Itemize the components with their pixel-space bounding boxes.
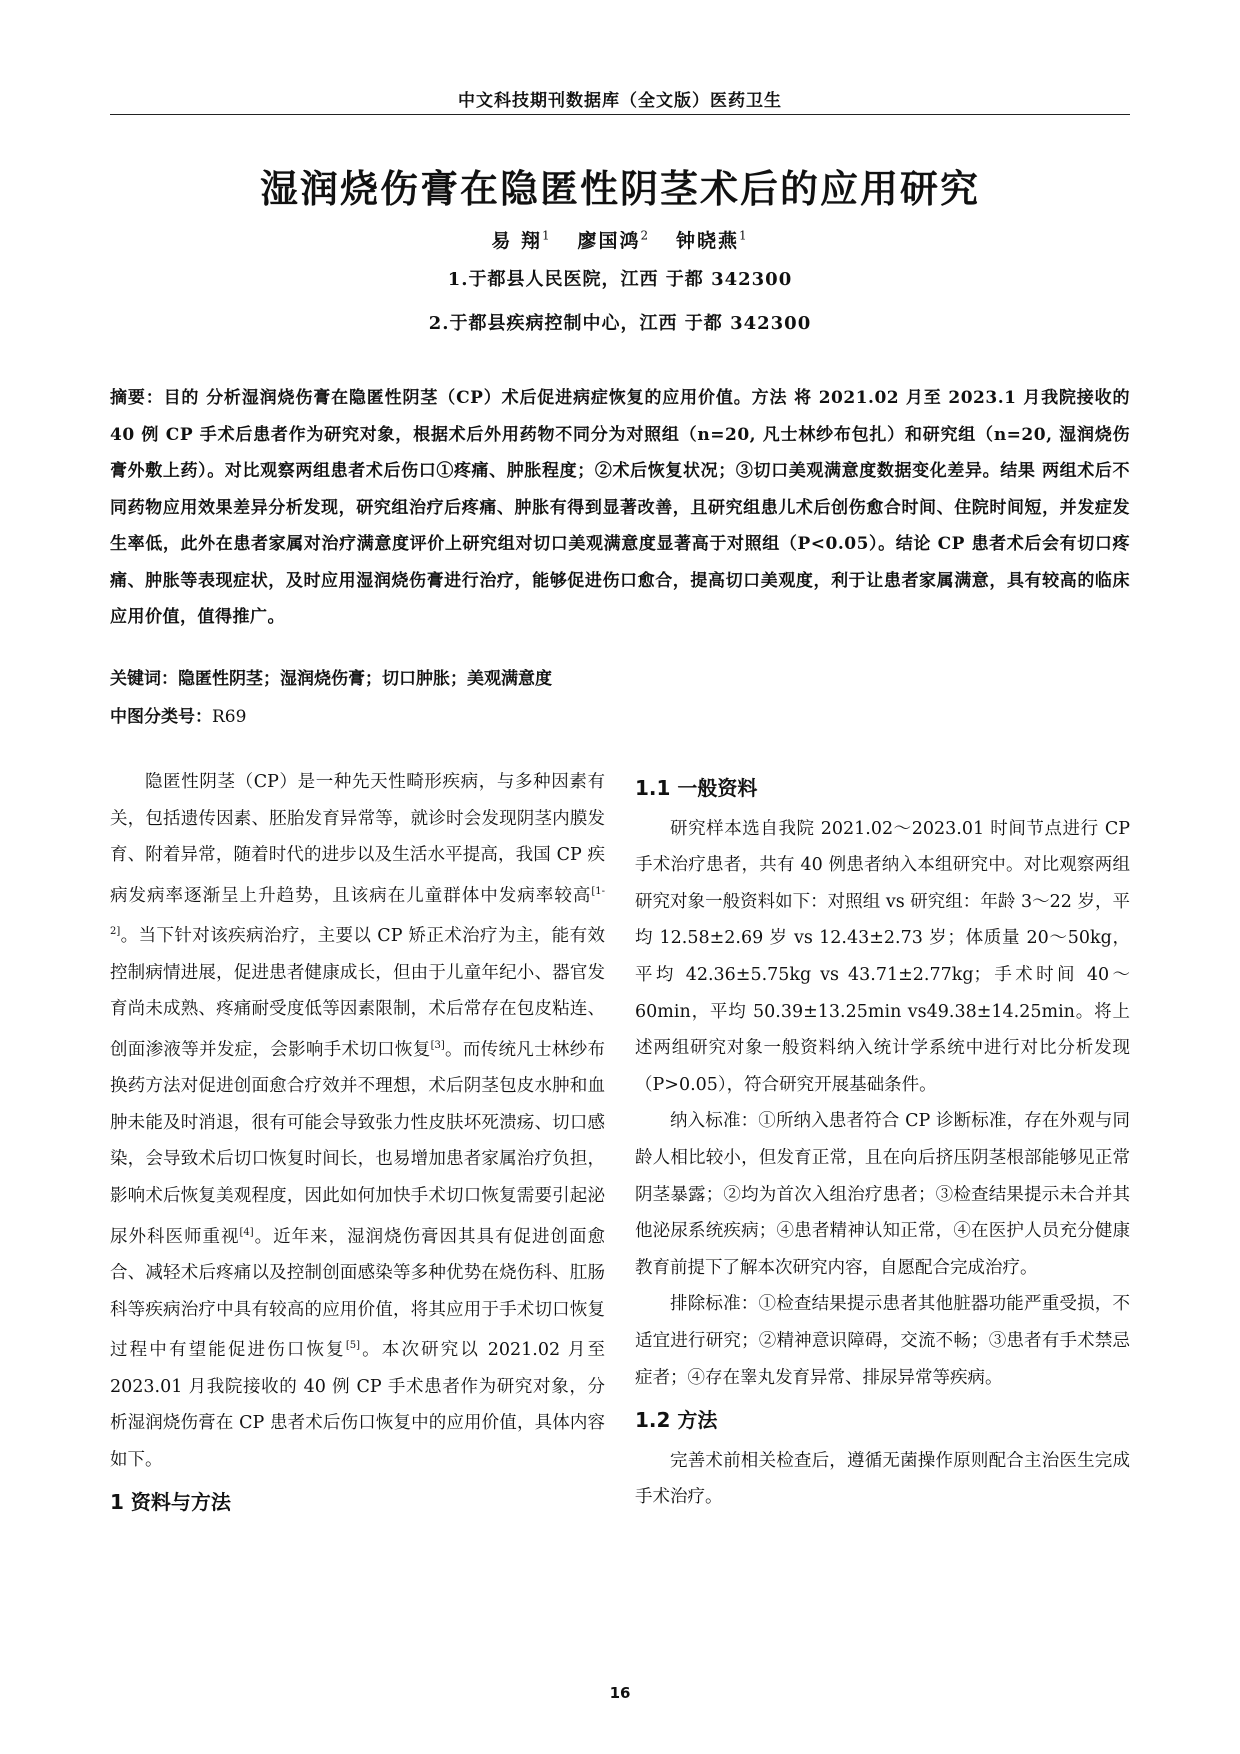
section-heading: 1 资料与方法 (110, 1490, 231, 1515)
citation-ref: [5] (345, 1340, 360, 1352)
author-name: 钟晓燕 (675, 230, 739, 252)
citation-ref: [1-2] (110, 885, 605, 938)
body-left-column (110, 764, 605, 1525)
author-affiliation-mark: 1 (739, 228, 749, 243)
abstract (110, 380, 1130, 636)
inclusion-criteria-paragraph: 纳入标准：①所纳入患者符合 CP 诊断标准，存在外观与同龄人相比较小，但发育正常，且在向后挤压阴茎根部能够见正常阴茎暴露；②均为首次入组治疗患者；③检查结果提示未合并其他泌尿系统疾病；④患者精神认知正常，④在医护人员充分健康教育前提下了解本次研究内容，自愿配合完成治疗。 (635, 1111, 1130, 1278)
author-affiliation-mark: 2 (640, 228, 651, 243)
keywords (110, 664, 1130, 689)
article-title: 湿润烧伤膏在隐匿性阴茎术后的应用研究 (259, 167, 980, 211)
author-name: 易 翔 (491, 230, 542, 252)
subsection-heading: 1.1 一般资料 (635, 776, 758, 800)
abstract-text: 目的 分析湿润烧伤膏在隐匿性阴茎（CP）术后促进病症恢复的应用价值。方法 将 2021.02 月至 2023.1 月我院接收的 40 例 CP 手术后患者作为研究对象，根据术后外用药物不同分为对照组（n=20, 凡士林纱布包扎）和研究组（n=20, 湿润烧伤膏外敷上药）。对比观察两组患者术后伤口①疼痛、肿胀程度；②术后恢复状况；③切口美观满意度数据变化差异。结果 两组术后不同药物应用效果差异分析发现，研究组治疗后疼痛、肿胀有得到显著改善，且研究组患儿术后创伤愈合时间、住院时间短，并发症发生率低，此外在患者家属对治疗满意度评价上研究组对切口美观满意度显著高于对照组（P<0.05）。结论 CP 患者术后会有切口疼痛、肿胀等表现症状，及时应用湿润烧伤膏进行治疗，能够促进伤口愈合，提高切口美观度，利于让患者家属满意，具有较高的临床应用价值，值得推广。 (110, 388, 1130, 627)
citation-ref: [3] (430, 1039, 445, 1051)
abstract-label: 摘要： (110, 388, 164, 408)
intro-text: 。而传统凡士林纱布换药方法对促进创面愈合疗效并不理想，术后阴茎包皮水肿和血肿未能及时消退，很有可能会导致张力性皮肤坏死溃疡、切口感染，会导致术后切口恢复时间长，也易增加患者家属治疗负担，影响术后恢复美观程度，因此如何加快手术切口恢复需要引起泌尿外科医师重视 (110, 1039, 606, 1247)
general-data-paragraph: 研究样本选自我院 2021.02～2023.01 时间节点进行 CP 手术治疗患者，共有 40 例患者纳入本组研究中。对比观察两组研究对象一般资料如下：对照组 vs 研究组：年龄 3～22 岁，平均 12.58±2.69 岁 vs 12.43±2.73 岁；体质量 20～50kg，平均 42.36±5.75kg vs 43.71±2.77kg；手术时间 40～60min，平均 50.39±13.25min vs49.38±14.25min。将上述两组研究对象一般资料纳入统计学系统中进行对比分析发现（P>0.05），符合研究开展基础条件。 (635, 818, 1130, 1095)
affiliation-1: 1.于都县人民医院，江西 于都 342300 (447, 269, 793, 290)
intro-text: 。当下针对该疾病治疗，主要以 CP 矫正术治疗为主，能有效控制病情进展，促进患者健康成长，但由于儿童年纪小、器官发育尚未成熟、疼痛耐受度低等因素限制，术后常存在包皮粘连、创面渗液等并发症，会影响手术切口恢复 (110, 926, 605, 1060)
page-number: 16 (609, 1684, 631, 1702)
author-affiliation-mark: 1 (541, 228, 552, 243)
affiliation-2: 2.于都县疾病控制中心，江西 于都 342300 (428, 313, 812, 334)
intro-text: 。近年来，湿润烧伤膏因其具有促进创面愈合、减轻术后疼痛以及控制创面感染等多种优势在烧伤科、肛肠科等疾病治疗中具有较高的应用价值，将其应用于手术切口恢复过程中有望能促进伤口恢复 (110, 1226, 605, 1361)
intro-paragraph (110, 764, 605, 1478)
header-divider (110, 114, 1130, 115)
classification-number (110, 702, 1130, 727)
journal-header: 中文科技期刊数据库（全文版）医药卫生 (458, 91, 782, 111)
clc-label: 中图分类号： (110, 707, 212, 727)
intro-text: 隐匿性阴茎（CP）是一种先天性畸形疾病，与多种因素有关，包括遗传因素、胚胎发育异常等，就诊时会发现阴茎内膜发育、附着异常，随着时代的进步以及生活水平提高，我国 CP 疾病发病率逐渐呈上升趋势，且该病在儿童群体中发病率较高 (110, 772, 605, 906)
body-right-column (635, 764, 1130, 1516)
keywords-label: 关键词： (110, 669, 178, 689)
author-list (110, 226, 1130, 253)
exclusion-criteria-paragraph: 排除标准：①检查结果提示患者其他脏器功能严重受损，不适宜进行研究；②精神意识障碍，交流不畅；③患者有手术禁忌症者；④存在睾丸发育异常、排尿异常等疾病。 (635, 1294, 1130, 1388)
methods-paragraph: 完善术前相关检查后，遵循无菌操作原则配合主治医生完成手术治疗。 (635, 1450, 1130, 1508)
author-name: 廖国鸿 (577, 230, 641, 252)
clc-value: R69 (212, 707, 247, 727)
subsection-heading: 1.2 方法 (635, 1408, 718, 1433)
citation-ref: [4] (239, 1226, 254, 1238)
keywords-text: 隐匿性阴茎；湿润烧伤膏；切口肿胀；美观满意度 (178, 669, 552, 689)
intro-text: 。本次研究以 2021.02 月至 2023.01 月我院接收的 40 例 CP 手术患者作为研究对象，分析湿润烧伤膏在 CP 患者术后伤口恢复中的应用价值，具体内容如下。 (110, 1340, 606, 1470)
